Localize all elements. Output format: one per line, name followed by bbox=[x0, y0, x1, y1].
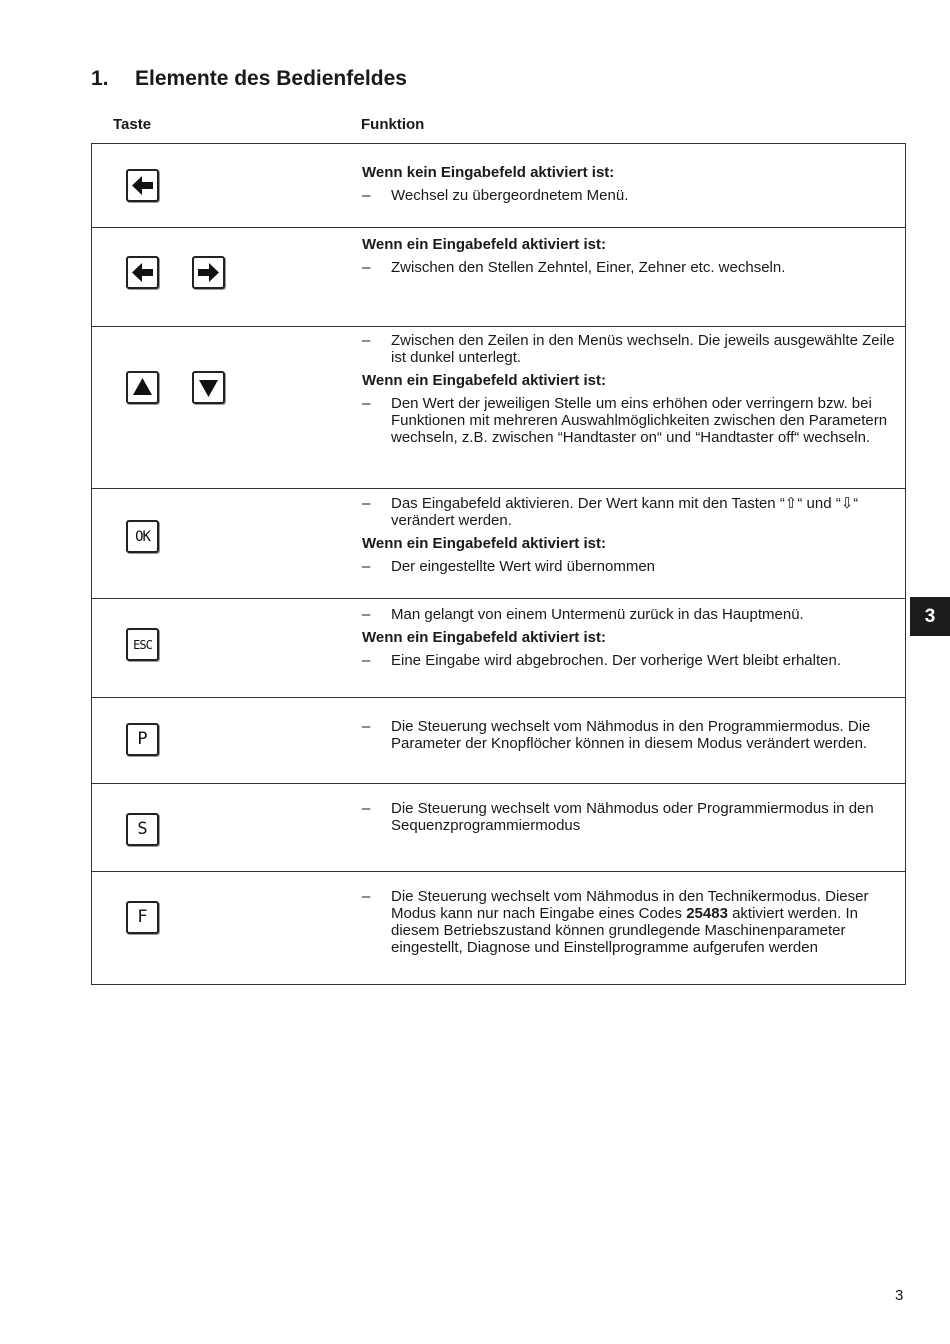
table-row bbox=[92, 227, 905, 326]
table-row bbox=[92, 783, 905, 871]
condition-label: Wenn ein Eingabefeld aktiviert ist: bbox=[362, 372, 606, 389]
arrow-left-icon bbox=[129, 259, 156, 286]
page-title bbox=[91, 67, 407, 91]
technician-code: 25483 bbox=[686, 905, 728, 922]
list-item: – Zwischen den Zeilen in den Menüs wechseln. Die jeweils ausgewählte Zeile ist dunkel unterlegt. bbox=[362, 332, 895, 366]
ok-key[interactable] bbox=[126, 520, 159, 553]
right-arrow-key[interactable] bbox=[192, 256, 225, 289]
ok-key-label: OK bbox=[135, 528, 150, 545]
column-header-taste: Taste bbox=[113, 116, 152, 133]
section-title: Elemente des Bedienfeldes bbox=[135, 67, 407, 90]
condition-label: Wenn kein Eingabefeld aktiviert ist: bbox=[362, 164, 615, 181]
arrow-right-icon bbox=[195, 259, 222, 286]
section-number: 1. bbox=[91, 67, 109, 90]
table-row bbox=[92, 326, 905, 488]
f-key-label: F bbox=[137, 907, 148, 927]
arrow-up-icon bbox=[129, 374, 156, 401]
list-item: – Der eingestellte Wert wird übernommen bbox=[362, 558, 656, 575]
esc-key[interactable] bbox=[126, 628, 159, 661]
arrow-down-icon bbox=[195, 374, 222, 401]
s-key[interactable] bbox=[126, 813, 159, 846]
table-row bbox=[92, 697, 905, 783]
list-item: – Die Steuerung wechselt vom Nähmodus in den Programmiermodus. Die Parameter der Knopflöcher können in diesem Modus verändert werden. bbox=[362, 718, 871, 752]
list-item: – Wechsel zu übergeordnetem Menü. bbox=[362, 187, 629, 204]
table-row bbox=[92, 871, 905, 984]
list-item: – Zwischen den Stellen Zehntel, Einer, Zehner etc. wechseln. bbox=[362, 259, 786, 276]
condition-label: Wenn ein Eingabefeld aktiviert ist: bbox=[362, 236, 606, 253]
condition-label: Wenn ein Eingabefeld aktiviert ist: bbox=[362, 629, 606, 646]
chapter-tab: 3 bbox=[910, 597, 950, 636]
list-item: – Man gelangt von einem Untermenü zurück in das Hauptmenü. bbox=[362, 606, 804, 623]
table-row bbox=[92, 488, 905, 598]
column-header-funktion: Funktion bbox=[361, 116, 425, 133]
p-key[interactable] bbox=[126, 723, 159, 756]
arrow-left-icon bbox=[129, 172, 156, 199]
esc-key-label: ESC bbox=[133, 637, 152, 652]
p-key-label: P bbox=[137, 729, 148, 749]
list-item: – Eine Eingabe wird abgebrochen. Der vorherige Wert bleibt erhalten. bbox=[362, 652, 841, 669]
f-key[interactable] bbox=[126, 901, 159, 934]
table-row bbox=[92, 144, 905, 227]
s-key-label: S bbox=[137, 819, 148, 839]
up-arrow-key[interactable] bbox=[126, 371, 159, 404]
left-arrow-key[interactable] bbox=[126, 256, 159, 289]
list-item: – Das Eingabefeld aktivieren. Der Wert kann mit den Tasten “⇧“ und “⇩“ verändert werden. bbox=[362, 495, 859, 529]
page-number: 3 bbox=[895, 1287, 904, 1304]
condition-label: Wenn ein Eingabefeld aktiviert ist: bbox=[362, 535, 606, 552]
key-function-table bbox=[91, 143, 906, 985]
down-arrow-key[interactable] bbox=[192, 371, 225, 404]
list-item: – Den Wert der jeweiligen Stelle um eins erhöhen oder verringern bzw. bei Funktionen mit mehreren Auswahlmöglichkeiten zwischen den Parametern wechseln, z.B. zwischen “Handtaster on“ und “Handtaster off“ wechseln. bbox=[362, 395, 888, 446]
back-key[interactable] bbox=[126, 169, 159, 202]
table-row bbox=[92, 598, 905, 697]
list-item: – Die Steuerung wechselt vom Nähmodus in den Technikermodus. Dieser Modus kann nur nach Eingabe eines Codes 25483 aktiviert werden. In diesem Betriebszustand können grundlegende Maschinenparameter eingestellt, Diagnose und Einstellprogramme aufgerufen werden bbox=[362, 888, 869, 956]
list-item: – Die Steuerung wechselt vom Nähmodus oder Programmiermodus in den Sequenzprogrammiermodus bbox=[362, 800, 874, 834]
